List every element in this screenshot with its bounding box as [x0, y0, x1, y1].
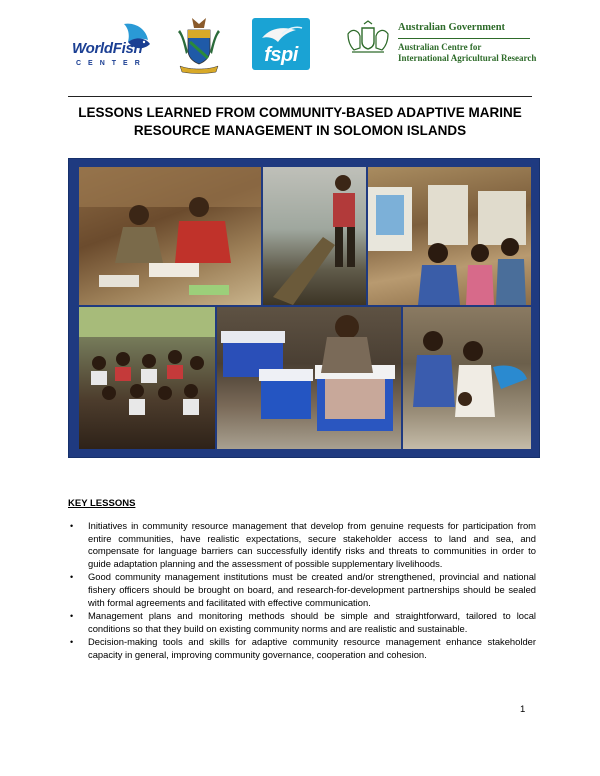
- key-lessons-list: [68, 520, 536, 663]
- title-line-2: RESOURCE MANAGEMENT IN SOLOMON ISLANDS: [133, 123, 467, 138]
- fspi-logo: [252, 18, 310, 70]
- logo-divider: [398, 38, 530, 39]
- bullet-icon: •: [70, 611, 74, 622]
- coat-of-arms-icon: [174, 16, 224, 74]
- list-item: [68, 636, 536, 661]
- photo-fish-coolers: [217, 307, 401, 449]
- key-lessons-heading: KEY LESSONS: [68, 498, 136, 509]
- aciar-text-line2: International Agricultural Research: [398, 53, 537, 63]
- lesson-text: Management plans and monitoring methods should be simple and straightforward, tailored to local conditions so that they build on existing community norms and are realistic and sustainable.: [88, 610, 536, 634]
- logo-bar: [0, 14, 600, 78]
- list-item: [68, 610, 536, 635]
- page-number: 1: [520, 704, 526, 715]
- photo-canoe: [263, 167, 366, 305]
- photo-children-group: [79, 307, 215, 449]
- australian-government-logo: [344, 18, 544, 74]
- list-item: [68, 520, 536, 570]
- list-item: [68, 571, 536, 609]
- title-line-1: LESSONS LEARNED FROM COMMUNITY-BASED ADAPTIVE MARINE: [78, 105, 522, 120]
- worldfish-wordmark: WorldFish: [72, 40, 143, 57]
- bullet-icon: •: [70, 572, 74, 583]
- lesson-text: Good community management institutions must be created and/or strengthened, provincial and national fishery officers should be brought on board, and research-for-development partnerships should be sealed with formal agreements and facilitated with effective communication.: [88, 571, 536, 608]
- photo-meeting-posters: [368, 167, 531, 305]
- lesson-text: Decision-making tools and skills for adaptive community resource management enhance stakeholder capacity in general, improving community governance, cooperation and cohesion.: [88, 636, 536, 660]
- worldfish-logo: [72, 20, 154, 72]
- document-title: [60, 104, 540, 140]
- australian-government-text: Australian Government: [398, 22, 506, 33]
- photo-community-workshop: [79, 167, 261, 305]
- photo-collage: [68, 158, 540, 458]
- lesson-text: Initiatives in community resource management that develop from genuine requests for participation from entire communities, have realistic expectations, secure stakeholder access to land and sea, and compensate for language barriers can successfully identify risks and threats to communities in order to guide adaptation planning and the assessment of possible supplementary livelihoods.: [88, 520, 536, 569]
- photo-women-children: [403, 307, 531, 449]
- worldfish-center-text: CENTER: [76, 60, 147, 67]
- bullet-icon: •: [70, 521, 74, 531]
- coat-of-arms-logo: [174, 16, 224, 74]
- aciar-text-line1: Australian Centre for: [398, 42, 482, 52]
- fspi-wordmark: fspi: [264, 44, 298, 66]
- header-rule: [68, 96, 532, 97]
- australian-crest-icon: [344, 20, 392, 54]
- bullet-icon: •: [70, 637, 74, 648]
